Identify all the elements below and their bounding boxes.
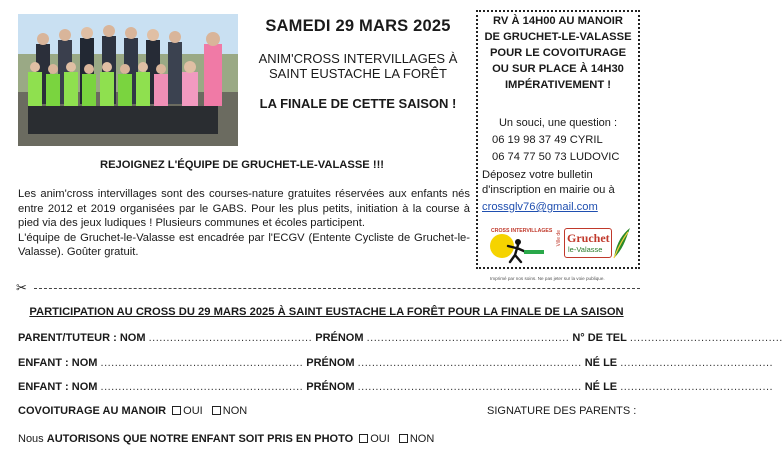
form-title: PARTICIPATION AU CROSS DU 29 MARS 2025 À SAINT EUSTACHE LA FORÊT POUR LA FINALE DE LA SAISON xyxy=(29,306,624,318)
parent-firstname-field[interactable]: ......................................................... xyxy=(366,332,570,344)
deposit-instructions: Déposez votre bulletin d'inscription en mairie ou à xyxy=(482,169,615,196)
birthdate-field[interactable]: ........................................... xyxy=(620,381,774,393)
photo-no-checkbox[interactable] xyxy=(399,434,408,443)
logo-town-name: Gruchet xyxy=(567,231,610,245)
scissors-icon: ✂ xyxy=(16,280,27,295)
event-title-line2: SAINT EUSTACHE LA FORÊT xyxy=(269,66,447,81)
carpool-yes-label: OUI xyxy=(183,405,203,417)
photo-yes-checkbox[interactable] xyxy=(359,434,368,443)
carpool-no-label: NON xyxy=(222,405,248,417)
event-title-line1: ANIM'CROSS INTERVILLAGES À xyxy=(258,51,458,66)
gruchet-le-valasse-logo xyxy=(556,226,632,264)
event-date: SAMEDI 29 MARS 2025 xyxy=(265,17,451,35)
tel-label: N° DE TEL xyxy=(572,332,627,344)
child-firstname-label: PRÉNOM xyxy=(306,381,355,393)
logo-town-sub: le-Valasse xyxy=(568,245,603,254)
signature-label: SIGNATURE DES PARENTS : xyxy=(487,405,637,417)
parent-name-label: PARENT/TUTEUR : NOM xyxy=(18,332,146,344)
description-paragraph: Les anim'cross intervillages sont des courses-nature gratuites réservées aux enfants nés entre 2012 et 2019 organisées par le GABS. Pour les plus petits, initiation à la course à pied via des jeux ludiques ! Plusieurs communes et écoles participent. xyxy=(18,188,470,230)
join-heading: REJOIGNEZ L'ÉQUIPE DE GRUCHET-LE-VALASSE !!! xyxy=(100,159,385,171)
event-title xyxy=(247,51,469,81)
meeting-info xyxy=(478,13,638,93)
meeting-line: RV À 14H00 AU MANOIR xyxy=(493,15,623,27)
parent-name-field[interactable]: .............................................. xyxy=(148,332,313,344)
child-row-1[interactable] xyxy=(18,357,774,369)
meeting-line: IMPÉRATIVEMENT ! xyxy=(504,79,612,91)
child-firstname-field[interactable]: ............................................................... xyxy=(357,357,582,369)
birthdate-field[interactable]: ........................................... xyxy=(620,357,774,369)
child-name-field[interactable]: ......................................................... xyxy=(100,381,304,393)
child-row-2[interactable] xyxy=(18,381,774,393)
meeting-line: DE GRUCHET-LE-VALASSE xyxy=(484,31,632,43)
child-name-label: ENFANT : NOM xyxy=(18,357,98,369)
carpool-row xyxy=(18,405,247,417)
description xyxy=(18,187,470,260)
email-link[interactable]: crossglv76@gmail.com xyxy=(482,201,598,213)
child-firstname-label: PRÉNOM xyxy=(306,357,355,369)
final-heading: LA FINALE DE CETTE SAISON ! xyxy=(259,96,457,111)
meeting-line: OU SUR PLACE À 14H30 xyxy=(492,63,624,75)
photo-prefix: Nous xyxy=(18,433,44,445)
cross-intervillages-logo xyxy=(488,222,553,266)
photo-consent-row xyxy=(18,433,434,445)
birthdate-label: NÉ LE xyxy=(584,357,618,369)
logo-prefix: Ville de xyxy=(556,230,562,247)
description-paragraph: L'équipe de Gruchet-le-Valasse est encadrée par l'ECGV (Entente Cycliste de Gruchet-le-Valasse). Goûter gratuit. xyxy=(18,231,470,259)
carpool-label: COVOITURAGE AU MANOIR xyxy=(18,405,167,417)
cut-line xyxy=(34,288,640,289)
meeting-line: POUR LE COVOITURAGE xyxy=(489,47,627,59)
photo-no-label: NON xyxy=(409,433,435,445)
team-photo xyxy=(18,14,238,146)
phone-cyril[interactable]: 06 19 98 37 49 CYRIL xyxy=(492,134,603,146)
print-notice: Imprimé par nos soins. Ne pas jeter sur la voie publique. xyxy=(490,276,605,281)
phone-ludovic[interactable]: 06 74 77 50 73 LUDOVIC xyxy=(492,151,620,163)
birthdate-label: NÉ LE xyxy=(584,381,618,393)
carpool-yes-checkbox[interactable] xyxy=(172,406,181,415)
carpool-no-checkbox[interactable] xyxy=(212,406,221,415)
photo-yes-label: OUI xyxy=(370,433,390,445)
logo-cross-text: CROSS INTERVILLAGES xyxy=(491,228,553,234)
parent-firstname-label: PRÉNOM xyxy=(315,332,364,344)
question-label: Un souci, une question : xyxy=(498,117,618,129)
child-firstname-field[interactable]: ............................................................... xyxy=(357,381,582,393)
parent-row[interactable] xyxy=(18,332,783,344)
leaf-icon xyxy=(610,226,632,260)
child-name-field[interactable]: ......................................................... xyxy=(100,357,304,369)
photo-consent-label: AUTORISONS QUE NOTRE ENFANT SOIT PRIS EN PHOTO xyxy=(46,433,354,445)
child-name-label: ENFANT : NOM xyxy=(18,381,98,393)
tel-field[interactable]: ........................................... xyxy=(629,332,783,344)
